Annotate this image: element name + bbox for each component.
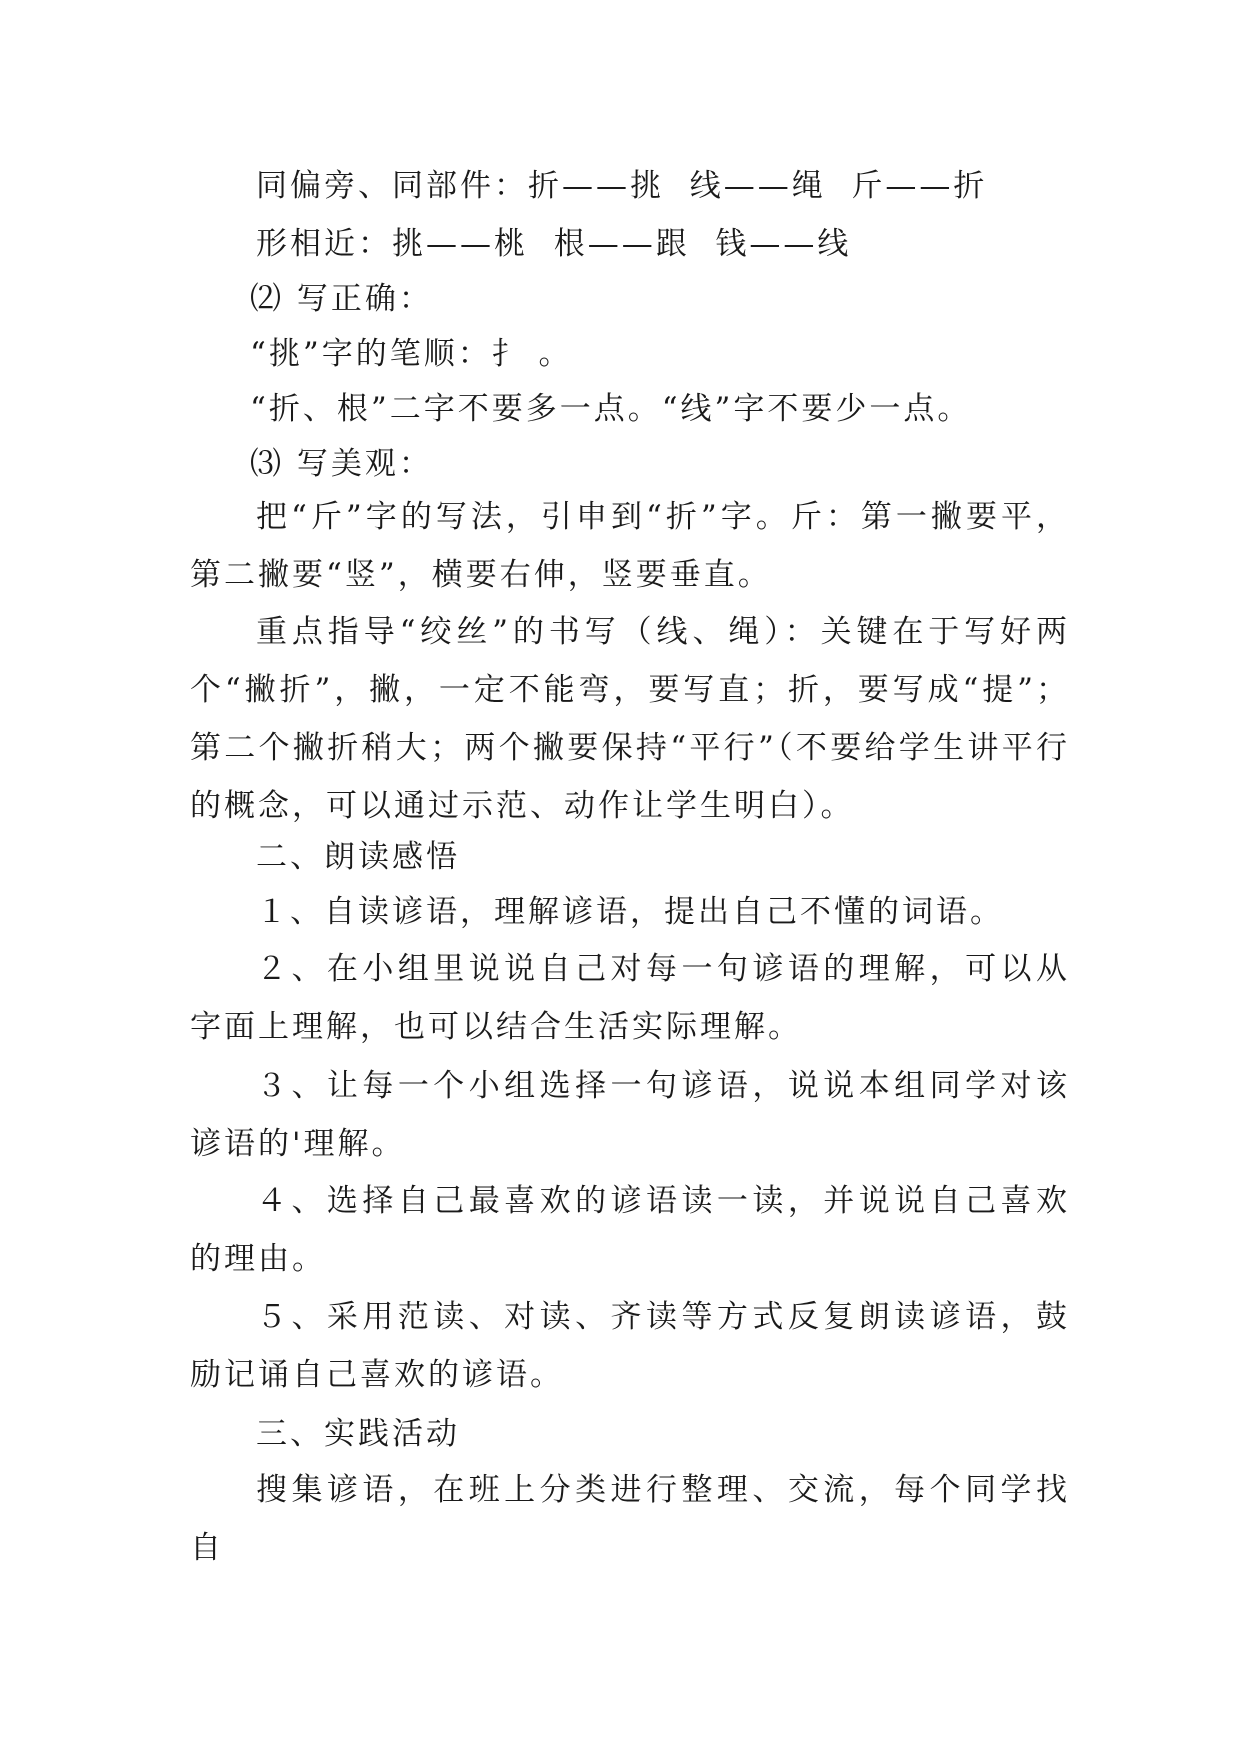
paragraph-dot-rules: “折、根”二字不要多一点。“线”字不要少一点。 <box>250 391 972 427</box>
paragraph-stroke-order: “挑”字的笔顺：扌 。 <box>250 336 573 372</box>
list-item-4: ４、选择自己最喜欢的谚语读一读，并说说自己喜欢的理由。 <box>190 1183 1070 1277</box>
list-item-5: ５、采用范读、对读、齐读等方式反复朗读谚语，鼓励记诵自己喜欢的谚语。 <box>190 1299 1070 1393</box>
list-item-3: ３、让每一个小组选择一句谚语，说说本组同学对该谚语的'理解。 <box>190 1068 1070 1162</box>
paragraph-silk-radical: 重点指导“绞丝”的书写（线、绳）：关键在于写好两个“撇折”，撇，一定不能弯，要写直；折，要写成“提”；第二个撇折稍大；两个撇要保持“平行”（不要给学生讲平行的概念，可以通过示范、动作让学生明白）。 <box>190 614 1070 824</box>
paragraph-similar-shapes: 形相近：挑——桃 根——跟 钱——线 <box>256 226 852 262</box>
section-heading-reading: 二、朗读感悟 <box>256 839 460 875</box>
paragraph-radical-comparison: 同偏旁、同部件：折——挑 线——绳 斤——折 <box>256 168 988 204</box>
section-heading-practice: 三、实践活动 <box>256 1416 460 1452</box>
paragraph-collect-proverbs: 搜集谚语，在班上分类进行整理、交流，每个同学找自 <box>190 1472 1070 1566</box>
paragraph-jin-writing: 把“斤”字的写法，引申到“折”字。斤：第一撇要平，第二撇要“竖”，横要右伸，竖要垂直。 <box>190 499 1070 593</box>
list-item-2: ２、在小组里说说自己对每一句谚语的理解，可以从字面上理解，也可以结合生活实际理解。 <box>190 951 1070 1045</box>
heading-write-beautifully: ⑶ 写美观： <box>250 446 433 482</box>
list-item-1: １、自读谚语，理解谚语，提出自己不懂的词语。 <box>256 894 1004 930</box>
heading-write-correctly: ⑵ 写正确： <box>250 281 433 317</box>
